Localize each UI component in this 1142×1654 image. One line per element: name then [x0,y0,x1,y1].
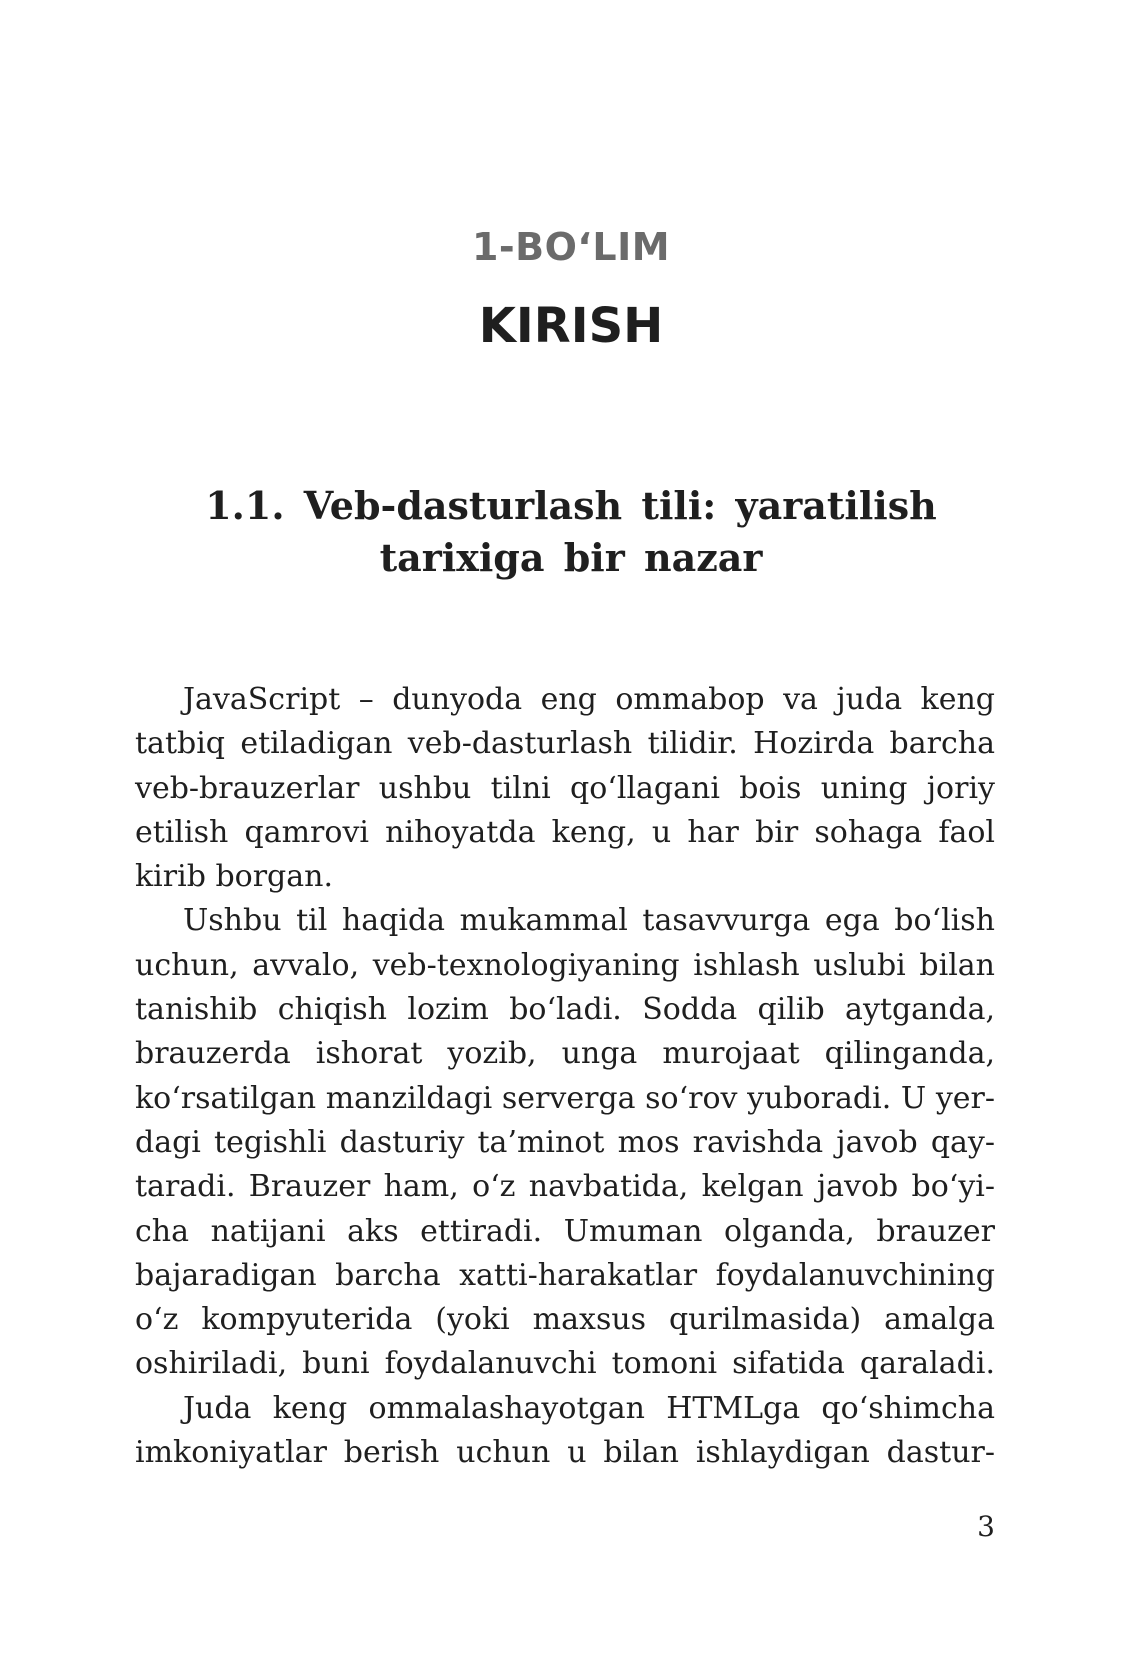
body-line: Juda keng ommalashayotgan HTMLga qo‘shimcha [183,1390,995,1426]
body-line: tanishib chiqish lozim bo‘ladi. Sodda qilib aytganda, [135,992,995,1028]
body-line: JavaScript – dunyoda eng ommabop va juda keng [183,682,995,717]
body-line: cha natijani aks ettiradi. Umuman olganda, brauzer [135,1213,995,1249]
body-line: oshiriladi, buni foydalanuvchi tomoni sifatida qaraladi. [135,1346,995,1382]
chapter-label: 1-BO‘LIM [471,225,671,269]
body-line: bajaradigan barcha xatti-harakatlar foydalanuvchining [135,1257,995,1293]
body-line: etilish qamrovi nihoyatda keng, u har bir sohaga faol [135,814,995,850]
body-line: uchun, avvalo, veb-texnologiyaning ishlash uslubi bilan [135,947,995,983]
body-line: tatbiq etiladigan veb-dasturlash tilidir. Hozirda barcha [135,726,995,762]
body-line: taradi. Brauzer ham, o‘z navbatida, kelgan javob bo‘yi- [135,1169,995,1205]
body-line: ko‘rsatilgan manzildagi serverga so‘rov yuboradi. U yer- [135,1080,995,1116]
section-title-line-1: 1.1. Veb-dasturlash tili: yaratilish [205,483,937,528]
section-title-line-2: tarixiga bir nazar [379,535,763,580]
body-line: o‘z kompyuterida (yoki maxsus qurilmasida) amalga [135,1302,995,1338]
body-line: veb-brauzerlar ushbu tilni qo‘llagani bois uning joriy [135,770,995,806]
body-line: Ushbu til haqida mukammal tasavvurga ega bo‘lish [183,903,995,939]
body-line: dagi tegishli dasturiy ta’minot mos ravishda javob qay- [135,1124,995,1160]
body-line: brauzerda ishorat yozib, unga murojaat qilinganda, [135,1036,995,1072]
body-line: kirib borgan. [135,859,334,895]
body-text [135,678,995,1475]
chapter-title: KIRISH [478,298,664,354]
section-title [140,480,1002,584]
body-line: imkoniyatlar berish uchun u bilan ishlaydigan dastur- [135,1435,995,1471]
page-number: 3 [977,1510,995,1543]
